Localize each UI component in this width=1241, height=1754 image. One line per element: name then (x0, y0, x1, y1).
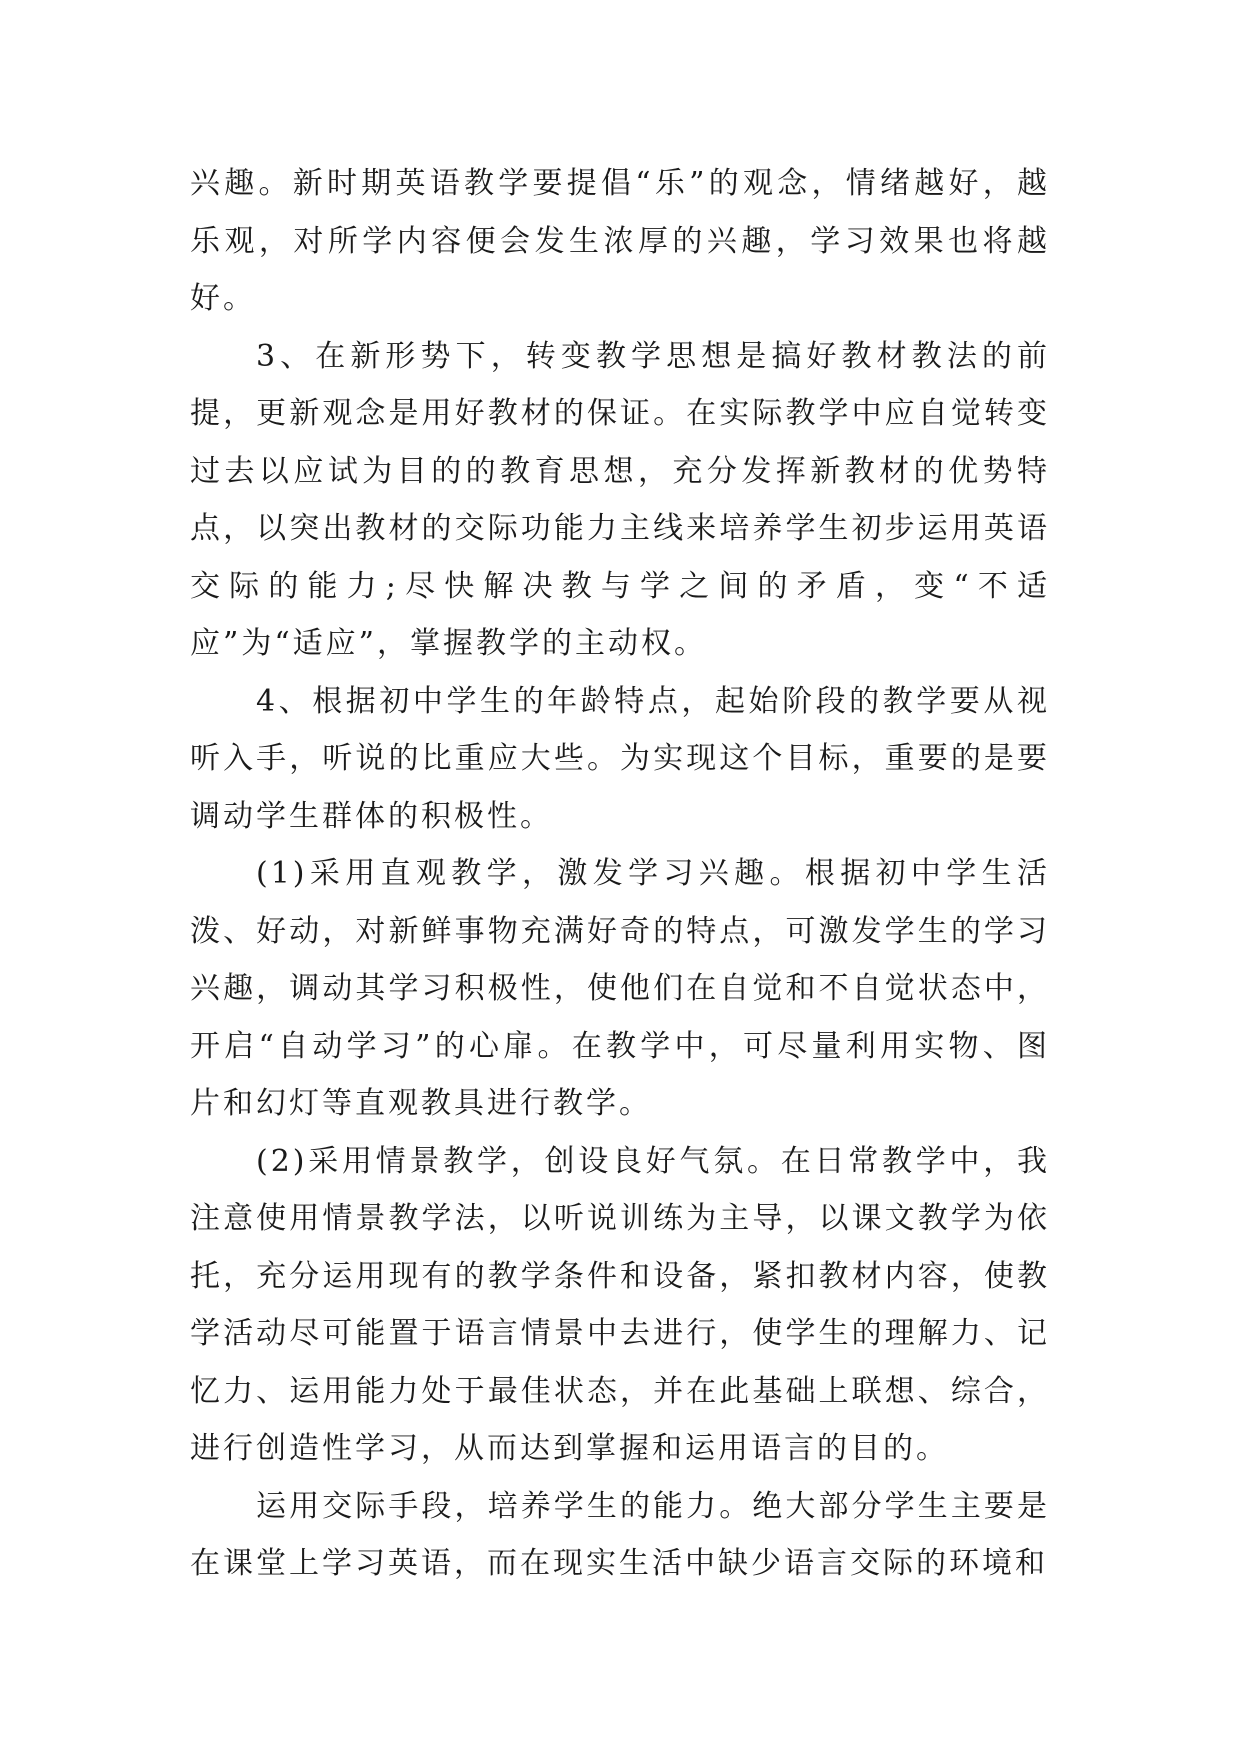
paragraph-point-4: 4、根据初中学生的年龄特点，起始阶段的教学要从视听入手，听说的比重应大些。为实现这个目标，重要的是要调动学生群体的积极性。 (190, 683, 1050, 834)
paragraph-subpoint-2: (2)采用情景教学，创设良好气氛。在日常教学中，我注意使用情景教学法，以听说训练为主导，以课文教学为依托，充分运用现有的教学条件和设备，紧扣教材内容，使教学活动尽可能置于语言情景中去进行，使学生的理解力、记忆力、运用能力处于最佳状态，并在此基础上联想、综合，进行创造性学习，从而达到掌握和运用语言的目的。 (190, 1143, 1050, 1466)
paragraph-communication: 运用交际手段，培养学生的能力。绝大部分学生主要是在课堂上学习英语，而在现实生活中缺少语言交际的环境和 (190, 1488, 1050, 1581)
paragraph-point-3: 3、在新形势下，转变教学思想是搞好教材教法的前提，更新观念是用好教材的保证。在实际教学中应自觉转变过去以应试为目的的教育思想，充分发挥新教材的优势特点，以突出教材的交际功能力主线来培养学生初步运用英语交际的能力;尽快解决教与学之间的矛盾，变“不适应”为“适应”，掌握教学的主动权。 (190, 338, 1050, 661)
paragraph-subpoint-1: (1)采用直观教学，激发学习兴趣。根据初中学生活泼、好动，对新鲜事物充满好奇的特点，可激发学生的学习兴趣，调动其学习积极性，使他们在自觉和不自觉状态中，开启“自动学习”的心扉。在教学中，可尽量利用实物、图片和幻灯等直观教具进行教学。 (190, 856, 1050, 1121)
document-body (190, 155, 1050, 1593)
paragraph-continuation: 兴趣。新时期英语教学要提倡“乐”的观念，情绪越好，越乐观，对所学内容便会发生浓厚的兴趣，学习效果也将越好。 (190, 166, 1050, 316)
